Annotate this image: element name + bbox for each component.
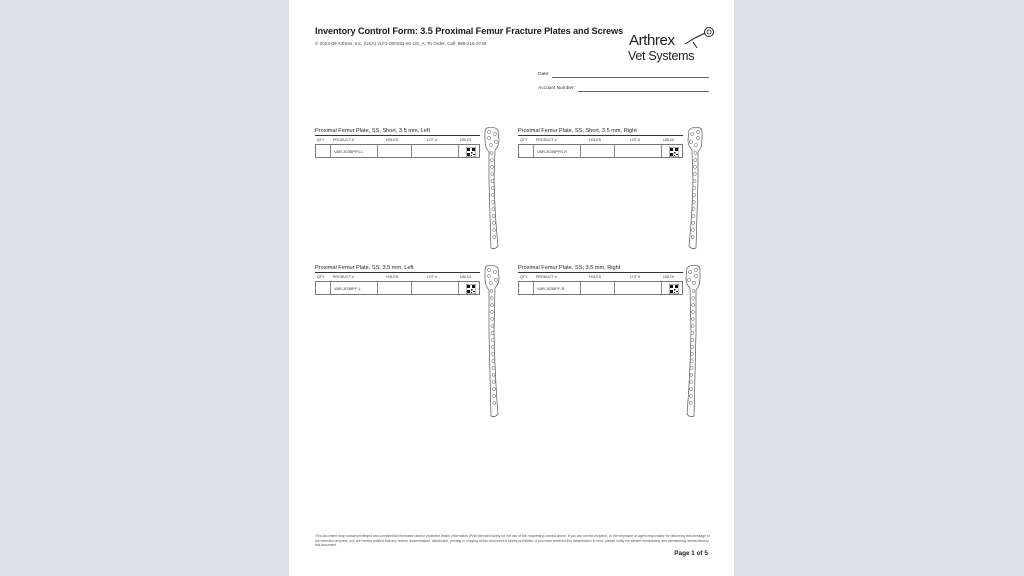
product-header: PRODUCT # — [536, 275, 557, 279]
screw-hole — [491, 180, 494, 183]
screw-hole — [491, 339, 494, 342]
screw-hole — [490, 297, 493, 300]
screw-hole — [691, 332, 694, 335]
qr-code-icon — [466, 147, 476, 157]
plate-block-1 — [315, 127, 480, 158]
screw-hole — [692, 304, 695, 307]
screw-hole — [492, 374, 495, 377]
holes-cell[interactable] — [377, 282, 412, 294]
document-page — [289, 0, 734, 576]
screw-hole — [690, 388, 693, 391]
holes-header: HOLES — [589, 138, 602, 142]
screw-hole — [692, 215, 695, 218]
long-left-plate-illustration — [481, 264, 503, 420]
screw-hole — [694, 143, 697, 146]
screw-hole — [691, 325, 694, 328]
lot-header: LOT # — [427, 275, 437, 279]
screw-hole — [491, 194, 494, 197]
qr-code-icon — [466, 284, 476, 294]
screw-hole — [494, 140, 497, 143]
screw-hole — [490, 166, 493, 169]
screw-hole — [690, 367, 693, 370]
screw-hole — [493, 395, 496, 398]
qty-cell[interactable] — [519, 282, 534, 294]
product-header: PRODUCT # — [536, 138, 557, 142]
screw-hole — [694, 159, 697, 162]
screw-hole — [490, 304, 493, 307]
plate-block-2 — [518, 127, 683, 158]
screw-hole — [490, 152, 493, 155]
qty-cell[interactable] — [316, 282, 331, 294]
screw-hole — [492, 367, 495, 370]
screw-hole — [492, 201, 495, 204]
screw-hole — [491, 346, 494, 349]
screw-hole — [492, 360, 495, 363]
screw-hole — [692, 208, 695, 211]
screw-hole — [690, 360, 693, 363]
date-field[interactable] — [538, 72, 549, 77]
screw-hole — [492, 222, 495, 225]
screw-hole — [491, 187, 494, 190]
screw-hole — [690, 132, 693, 135]
screw-hole — [491, 325, 494, 328]
screw-hole — [694, 274, 697, 277]
screw-hole — [691, 346, 694, 349]
udi-header: UDI-DI — [460, 138, 471, 142]
screw-hole — [691, 318, 694, 321]
qty-header: QTY — [317, 138, 325, 142]
udi-header: UDI-DI — [663, 275, 674, 279]
screw-hole — [494, 278, 497, 281]
lot-cell[interactable] — [411, 282, 459, 294]
lot-cell[interactable] — [614, 282, 662, 294]
short-right-plate-illustration — [684, 126, 706, 252]
confidentiality-notice: This document may contain privileged and confidential information and/or protected health information (PHI) intended solely for the use of the recipient(s) named above. If you are not the recipient, or the employee or agent responsible for delivering this message to the intended recipient, you are hereby notified that any review, dissemination, distribution, printing or copying of this document is strictly prohibited. If you have received this transmission in error, please notify the sender immediately and permanently delete/destroy this document. — [315, 534, 710, 548]
lot-cell[interactable] — [614, 145, 662, 157]
plate-block-4 — [518, 264, 683, 295]
screw-hole — [493, 270, 496, 273]
product-header: PRODUCT # — [333, 275, 354, 279]
holes-header: HOLES — [386, 138, 399, 142]
screw-hole — [691, 339, 694, 342]
screw-hole — [693, 187, 696, 190]
screw-hole — [487, 274, 490, 277]
qty-header: QTY — [317, 275, 325, 279]
screw-hole — [691, 229, 694, 232]
plate-title: Proximal Femur Plate, SS, Short, 3.5 mm, Left — [315, 128, 431, 134]
qty-header: QTY — [520, 138, 528, 142]
screw-hole — [493, 132, 496, 135]
udi-header: UDI-DI — [460, 275, 471, 279]
screw-hole — [689, 395, 692, 398]
screw-hole — [491, 318, 494, 321]
screw-hole — [489, 281, 492, 284]
screw-hole — [688, 270, 691, 273]
holes-cell[interactable] — [580, 145, 615, 157]
screw-hole — [492, 381, 495, 384]
screw-hole — [696, 130, 699, 133]
holes-cell[interactable] — [377, 145, 412, 157]
lot-header: LOT # — [427, 138, 437, 142]
short-left-plate-illustration — [481, 126, 503, 252]
screw-hole — [692, 222, 695, 225]
screw-hole — [691, 236, 694, 239]
logo-line-2: Vet Systems — [628, 49, 695, 63]
plate-title: Proximal Femur Plate, SS, 3.5 mm, Left — [315, 265, 414, 271]
table-header — [315, 136, 480, 144]
date-label: Date: — [538, 72, 550, 77]
copyright-line: © 2023-09 Arthrex, Inc. (USA) vLF1-000151-en-US_A; To Order, Call: 888-215-3740 — [315, 41, 487, 46]
table-row — [518, 281, 683, 295]
lot-header: LOT # — [630, 138, 640, 142]
account-number-field[interactable] — [538, 86, 575, 91]
screw-hole — [489, 143, 492, 146]
logo-line-1: Arthrex — [629, 32, 675, 49]
holes-header: HOLES — [589, 275, 602, 279]
screw-hole — [693, 194, 696, 197]
screw-hole — [487, 268, 490, 271]
screw-hole — [692, 281, 695, 284]
screw-hole — [691, 311, 694, 314]
screw-hole — [689, 140, 692, 143]
product-code: VAR-3035PF-L — [334, 286, 361, 291]
screw-hole — [492, 215, 495, 218]
screw-hole — [690, 374, 693, 377]
screw-hole — [690, 381, 693, 384]
table-header — [315, 273, 480, 281]
account-number-line[interactable] — [578, 91, 709, 92]
screw-hole — [692, 201, 695, 204]
screw-hole — [690, 353, 693, 356]
screw-hole — [493, 229, 496, 232]
screw-hole — [492, 353, 495, 356]
screw-hole — [491, 173, 494, 176]
logo-swoosh-icon — [683, 24, 717, 50]
screw-hole — [687, 278, 690, 281]
account-number-label: Account Number: — [538, 86, 576, 91]
product-header: PRODUCT # — [333, 138, 354, 142]
holes-header: HOLES — [386, 275, 399, 279]
udi-header: UDI-DI — [663, 138, 674, 142]
qr-code-icon — [669, 284, 679, 294]
screw-hole — [493, 402, 496, 405]
page-number: Page 1 of 5 — [674, 550, 708, 557]
holes-cell[interactable] — [580, 282, 615, 294]
company-logo — [627, 24, 717, 66]
screw-hole — [491, 311, 494, 314]
table-row — [315, 144, 480, 158]
screw-hole — [689, 402, 692, 405]
date-line[interactable] — [552, 77, 709, 78]
qty-header: QTY — [520, 275, 528, 279]
qr-code-icon — [669, 147, 679, 157]
screw-hole — [492, 388, 495, 391]
qty-cell[interactable] — [519, 145, 534, 157]
lot-cell[interactable] — [411, 145, 459, 157]
qty-cell[interactable] — [316, 145, 331, 157]
screw-hole — [692, 297, 695, 300]
table-header — [518, 136, 683, 144]
screw-hole — [696, 136, 699, 139]
screw-hole — [694, 152, 697, 155]
form-title: Inventory Control Form: 3.5 Proximal Femur Fracture Plates and Screws — [315, 26, 624, 36]
screw-hole — [694, 166, 697, 169]
table-header — [518, 273, 683, 281]
lot-header: LOT # — [630, 275, 640, 279]
plate-block-3 — [315, 264, 480, 295]
screw-hole — [693, 180, 696, 183]
screw-hole — [490, 290, 493, 293]
product-code: VAR-3035PF-R — [537, 286, 565, 291]
product-code: VAR-3035PFS-L — [334, 149, 364, 154]
table-row — [518, 144, 683, 158]
screw-hole — [692, 290, 695, 293]
screw-hole — [487, 130, 490, 133]
screw-hole — [694, 268, 697, 271]
long-right-plate-illustration — [682, 264, 704, 420]
screw-hole — [491, 332, 494, 335]
screw-hole — [492, 208, 495, 211]
product-code: VAR-3035PFS-R — [537, 149, 568, 154]
screw-hole — [493, 236, 496, 239]
table-row — [315, 281, 480, 295]
screw-hole — [487, 136, 490, 139]
plate-title: Proximal Femur Plate, SS, Short, 3.5 mm, Right — [518, 128, 637, 134]
screw-hole — [490, 159, 493, 162]
plate-title: Proximal Femur Plate, SS, 3.5 mm, Right — [518, 265, 621, 271]
screw-hole — [693, 173, 696, 176]
